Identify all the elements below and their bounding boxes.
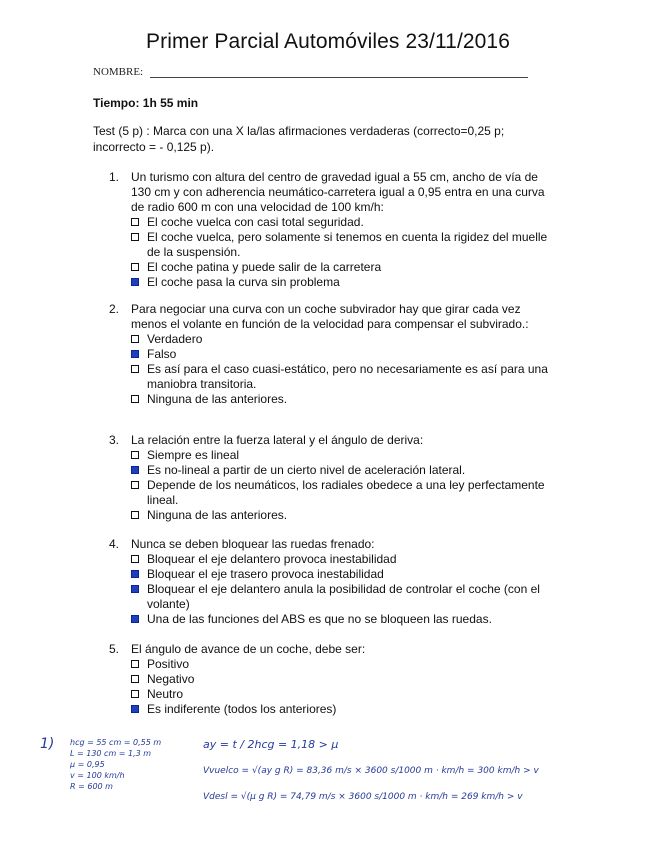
handwritten-given: L = 130 cm = 1,3 m xyxy=(70,749,152,758)
option-text: Es indiferente (todos los anteriores) xyxy=(147,702,337,716)
answer-option[interactable] xyxy=(131,463,549,478)
option-list xyxy=(131,215,549,290)
answer-option[interactable] xyxy=(131,448,549,463)
option-text: Bloquear el eje delantero anula la posibilidad de controlar el coche (con el volante) xyxy=(147,582,540,611)
option-text: Neutro xyxy=(147,687,184,701)
answer-option[interactable] xyxy=(131,260,549,275)
checkbox[interactable] xyxy=(131,395,139,403)
answer-option[interactable] xyxy=(131,657,549,672)
checkbox[interactable] xyxy=(131,660,139,668)
checkbox[interactable] xyxy=(131,675,139,683)
answer-option[interactable] xyxy=(131,275,549,290)
option-text: Depende de los neumáticos, los radiales obedece a una ley perfectamente lineal. xyxy=(147,478,545,507)
option-text: Siempre es lineal xyxy=(147,448,240,462)
answer-option[interactable] xyxy=(131,582,549,612)
checkbox[interactable] xyxy=(131,481,139,489)
question-text: Nunca se deben bloquear las ruedas frenado: xyxy=(131,537,375,551)
handwritten-given: v = 100 km/h xyxy=(70,771,125,780)
question-text: Un turismo con altura del centro de gravedad igual a 55 cm, ancho de vía de 130 cm y con adherencia neumático-carretera igual a 0,95 entra en una curva de radio 600 m con una velocidad de 100 km/h: xyxy=(131,170,545,214)
option-text: Es no-lineal a partir de un cierto nivel de aceleración lateral. xyxy=(147,463,466,477)
answer-option[interactable] xyxy=(131,687,549,702)
page-title: Primer Parcial Automóviles 23/11/2016 xyxy=(146,30,510,53)
question-2 xyxy=(109,302,549,407)
question-number: 5. xyxy=(109,642,120,656)
option-text: Bloquear el eje trasero provoca inestabilidad xyxy=(147,567,384,581)
test-instructions: Test (5 p) : Marca con una X la/las afirmaciones verdaderas (correcto=0,25 p; incorrecto = - 0,125 p). xyxy=(93,124,505,154)
handwritten-given: hcg = 55 cm = 0,55 m xyxy=(70,738,162,747)
nombre-line xyxy=(150,77,528,78)
checked-checkbox[interactable] xyxy=(131,466,139,474)
answer-option[interactable] xyxy=(131,672,549,687)
option-text: El coche vuelca con casi total seguridad. xyxy=(147,215,364,229)
option-list xyxy=(131,657,549,717)
checkbox[interactable] xyxy=(131,218,139,226)
time-limit: Tiempo: 1h 55 min xyxy=(93,96,199,110)
answer-option[interactable] xyxy=(131,230,549,260)
option-text: Ninguna de las anteriores. xyxy=(147,508,288,522)
question-text: La relación entre la fuerza lateral y el ángulo de deriva: xyxy=(131,433,424,447)
nombre-label: NOMBRE: xyxy=(93,66,144,78)
checked-checkbox[interactable] xyxy=(131,278,139,286)
answer-option[interactable] xyxy=(131,567,549,582)
question-number: 2. xyxy=(109,302,120,316)
handwritten-givens xyxy=(70,737,161,792)
answer-option[interactable] xyxy=(131,552,549,567)
checkbox[interactable] xyxy=(131,233,139,241)
answer-option[interactable] xyxy=(131,478,549,508)
option-list xyxy=(131,552,549,627)
handwritten-given: R = 600 m xyxy=(70,782,113,791)
option-text: Ninguna de las anteriores. xyxy=(147,392,288,406)
answer-option[interactable] xyxy=(131,612,549,627)
checked-checkbox[interactable] xyxy=(131,615,139,623)
checkbox[interactable] xyxy=(131,690,139,698)
checkbox[interactable] xyxy=(131,555,139,563)
question-number: 4. xyxy=(109,537,120,551)
option-text: Verdadero xyxy=(147,332,203,346)
option-text: Negativo xyxy=(147,672,195,686)
option-text: Una de las funciones del ABS es que no se bloqueen las ruedas. xyxy=(147,612,492,626)
answer-option[interactable] xyxy=(131,215,549,230)
option-text: Positivo xyxy=(147,657,190,671)
handwritten-eq-vvuelco: Vvuelco = √(ay g R) = 83,36 m/s × 3600 s/1000 m · km/h = 300 km/h > v xyxy=(203,766,539,776)
checkbox[interactable] xyxy=(131,451,139,459)
option-text: Es así para el caso cuasi-estático, pero no necesariamente es así para una maniobra transitoria. xyxy=(147,362,548,391)
option-text: El coche vuelca, pero solamente si tenemos en cuenta la rigidez del muelle de la suspensión. xyxy=(147,230,548,259)
answer-option[interactable] xyxy=(131,392,549,407)
checked-checkbox[interactable] xyxy=(131,350,139,358)
question-number: 3. xyxy=(109,433,120,447)
handwritten-label: 1) xyxy=(40,736,55,752)
option-text: El coche pasa la curva sin problema xyxy=(147,275,340,289)
checked-checkbox[interactable] xyxy=(131,705,139,713)
checked-checkbox[interactable] xyxy=(131,585,139,593)
question-text: Para negociar una curva con un coche subvirador hay que girar cada vez menos el volante en función de la velocidad para compensar el subvirado.: xyxy=(131,302,529,331)
checkbox[interactable] xyxy=(131,335,139,343)
handwritten-eq-ay: ay = t / 2hcg = 1,18 > μ xyxy=(203,738,339,751)
checkbox[interactable] xyxy=(131,263,139,271)
option-text: El coche patina y puede salir de la carretera xyxy=(147,260,382,274)
question-4 xyxy=(109,537,549,627)
answer-option[interactable] xyxy=(131,702,549,717)
question-3 xyxy=(109,433,549,523)
option-list xyxy=(131,448,549,523)
answer-option[interactable] xyxy=(131,332,549,347)
question-number: 1. xyxy=(109,170,120,184)
answer-option[interactable] xyxy=(131,347,549,362)
handwritten-given: μ = 0,95 xyxy=(70,760,105,769)
checkbox[interactable] xyxy=(131,511,139,519)
answer-option[interactable] xyxy=(131,508,549,523)
checked-checkbox[interactable] xyxy=(131,570,139,578)
option-text: Bloquear el eje delantero provoca inestabilidad xyxy=(147,552,397,566)
option-list xyxy=(131,332,549,407)
checkbox[interactable] xyxy=(131,365,139,373)
question-text: El ángulo de avance de un coche, debe ser: xyxy=(131,642,366,656)
answer-option[interactable] xyxy=(131,362,549,392)
question-1 xyxy=(109,170,549,290)
handwritten-eq-vdesl: Vdesl = √(μ g R) = 74,79 m/s × 3600 s/1000 m · km/h = 269 km/h > v xyxy=(203,792,523,802)
question-5 xyxy=(109,642,549,717)
option-text: Falso xyxy=(147,347,177,361)
